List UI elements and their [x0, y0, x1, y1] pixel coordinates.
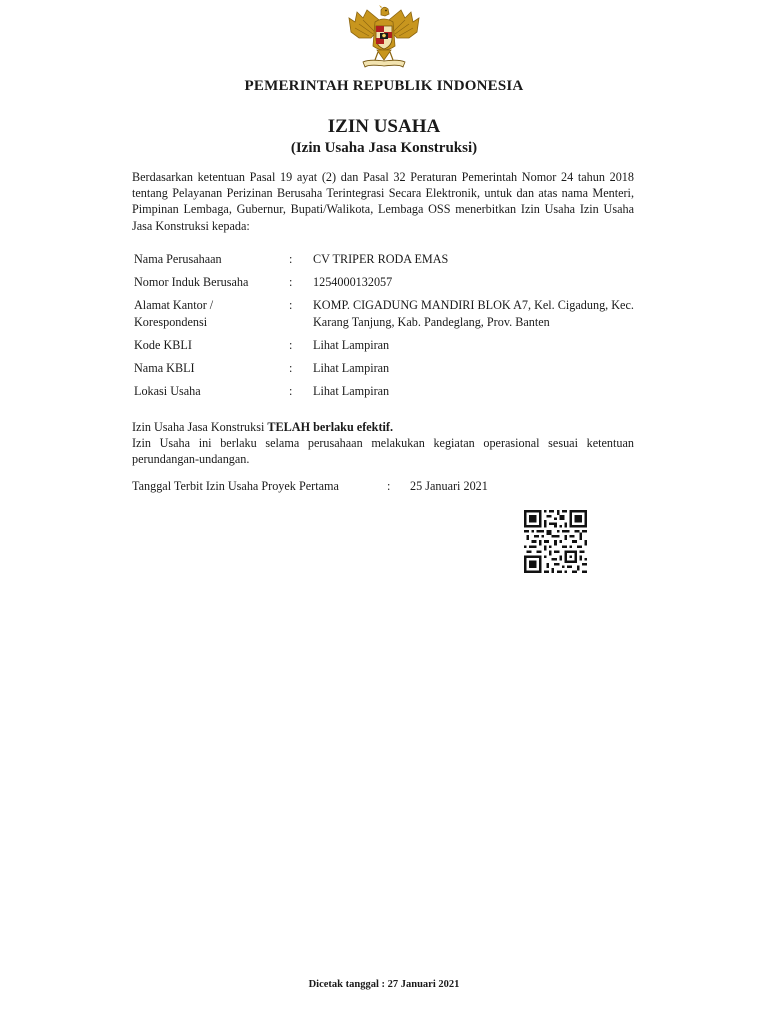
- field-colon: :: [289, 275, 293, 290]
- document-subtitle: (Izin Usaha Jasa Konstruksi): [290, 140, 478, 156]
- field-label: Kode KBLI: [134, 337, 192, 352]
- field-value: Lihat Lampiran: [313, 384, 390, 399]
- qr-code-icon: [524, 510, 587, 573]
- status-section: [132, 419, 634, 468]
- field-row-kbli-name: [134, 360, 634, 376]
- field-value: 1254000132057: [313, 275, 393, 290]
- field-colon: :: [289, 252, 293, 266]
- field-value: KOMP. CIGADUNG MANDIRI BLOK A7, Kel. Cigadung, Kec. Karang Tanjung, Kab. Pandeglang, Prov. Banten: [313, 298, 634, 329]
- field-colon: :: [289, 361, 293, 376]
- status-line: [132, 419, 634, 435]
- garuda-emblem-icon: [345, 4, 423, 72]
- field-colon: :: [289, 337, 293, 352]
- field-label: Lokasi Usaha: [134, 384, 201, 399]
- status-lead: Izin Usaha Jasa Konstruksi: [132, 420, 265, 434]
- field-row-office-address: [134, 297, 634, 329]
- field-colon: :: [289, 298, 293, 313]
- field-value: CV TRIPER RODA EMAS: [313, 252, 449, 266]
- field-row-company-name: [134, 251, 634, 267]
- field-label: Nomor Induk Berusaha: [134, 275, 249, 290]
- field-label: Nama KBLI: [134, 361, 195, 376]
- government-title: PEMERINTAH REPUBLIK INDONESIA: [244, 78, 524, 94]
- field-colon: :: [289, 384, 293, 399]
- field-row-business-location: [134, 383, 634, 399]
- field-label: Nama Perusahaan: [134, 252, 222, 266]
- document-title: IZIN USAHA: [327, 116, 441, 137]
- company-details: [134, 251, 634, 406]
- field-row-kbli-code: [134, 337, 634, 353]
- field-value: Lihat Lampiran: [313, 361, 390, 376]
- validity-text: Izin Usaha ini berlaku selama perusahaan melakukan kegiatan operasional sesuai ketentuan perundangan-undangan.: [132, 436, 634, 467]
- issue-date-colon: :: [387, 479, 391, 493]
- issue-date-row: [132, 478, 488, 494]
- field-value: Lihat Lampiran: [313, 337, 390, 352]
- issue-date-label: Tanggal Terbit Izin Usaha Proyek Pertama: [132, 479, 339, 493]
- printed-date: Dicetak tanggal : 27 Januari 2021: [308, 979, 460, 990]
- issue-date-value: 25 Januari 2021: [410, 479, 488, 493]
- field-row-business-id: [134, 274, 634, 290]
- intro-paragraph: Berdasarkan ketentuan Pasal 19 ayat (2) dan Pasal 32 Peraturan Pemerintah Nomor 24 tahun 2018 tentang Pelayanan Perizinan Berusaha Terintegrasi Secara Elektronik, untuk dan atas nama Menteri, Pimpinan Lembaga, Gubernur, Bupati/Walikota, Lembaga OSS menerbitkan Izin Usaha Izin Usaha Jasa Konstruksi kepada:: [132, 170, 634, 233]
- field-label: Alamat Kantor / Korespondensi: [134, 298, 214, 329]
- status-effective: TELAH berlaku efektif.: [267, 420, 393, 434]
